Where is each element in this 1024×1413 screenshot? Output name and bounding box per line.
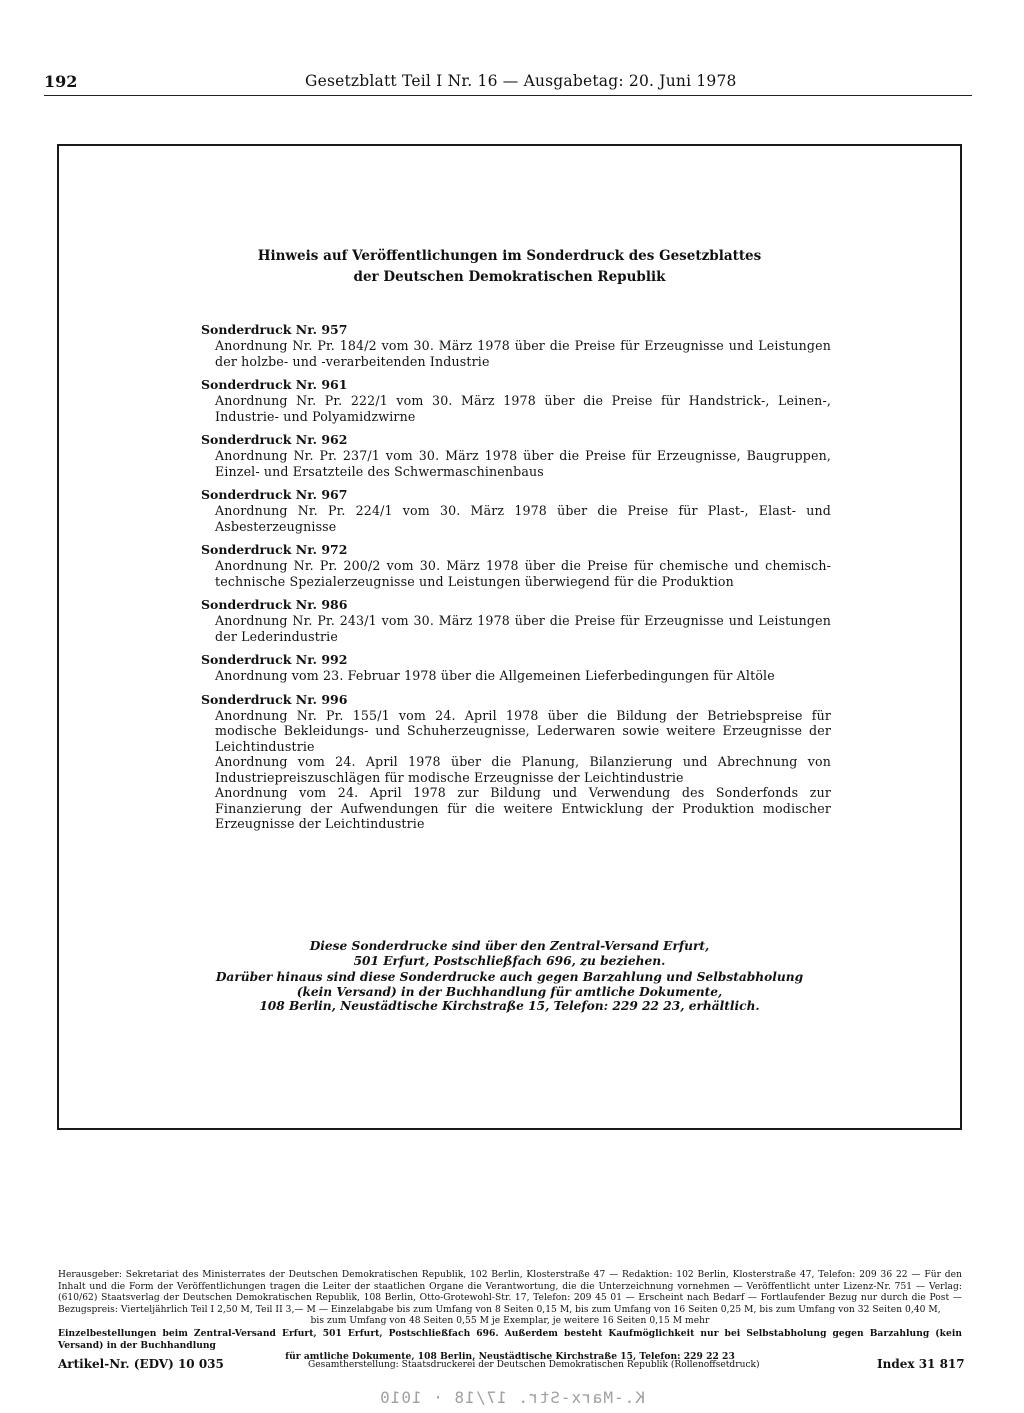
notice-line: Darüber hinaus sind diese Sonderdrucke auch gegen Barzahlung und Selbstabholung — [215, 970, 804, 984]
header-rule — [44, 95, 972, 96]
entry-number: Sonderdruck Nr. 957 — [201, 322, 348, 337]
entry-number: Sonderdruck Nr. 961 — [201, 377, 348, 392]
entry-list — [201, 321, 831, 839]
production-note: Gesamtherstellung: Staatsdruckerei der Deutschen Demokratischen Republik (Rollenoffsetdruck) — [308, 1360, 760, 1370]
notice-line: 108 Berlin, Neustädtische Kirchstraße 15, Telefon: 229 22 23, erhältlich. — [259, 999, 760, 1013]
list-item — [201, 376, 831, 424]
entry-text: Anordnung Nr. Pr. 237/1 vom 30. März 1978 über die Preise für Erzeugnisse, Baugruppen, Einzel- und Ersatzteile des Schwermaschinenbaus — [215, 448, 831, 479]
notice-box — [57, 144, 962, 1130]
list-item — [201, 691, 831, 832]
list-item — [201, 651, 831, 684]
notice-line: (kein Versand) in der Buchhandlung für amtliche Dokumente, — [296, 984, 723, 999]
entry-text: Anordnung Nr. Pr. 155/1 vom 24. April 1978 über die Bildung der Betriebspreise für modische Bekleidungs- und Schuherzeugnisse, Lederwaren sowie weitere Erzeugnisse der Leichtindustrie — [215, 707, 831, 754]
box-title-line: der Deutschen Demokratischen Republik — [353, 269, 666, 285]
library-stamp: K.-Marx-Str. 17/18 · 1010 — [379, 1388, 645, 1407]
list-item — [201, 321, 831, 369]
entry-number: Sonderdruck Nr. 986 — [201, 597, 348, 612]
entry-text: Anordnung Nr. Pr. 222/1 vom 30. März 1978 über die Preise für Handstrick-, Leinen-, Industrie- und Polyamidzwirne — [215, 393, 831, 424]
entry-text: Anordnung Nr. Pr. 243/1 vom 30. März 1978 über die Preise für Erzeugnisse und Leistungen der Lederindustrie — [215, 613, 831, 644]
ordering-notice — [59, 939, 960, 1014]
page-header — [44, 72, 972, 94]
article-number: Artikel-Nr. (EDV) 10 035 — [58, 1357, 224, 1371]
entry-number: Sonderdruck Nr. 996 — [201, 691, 348, 707]
entry-number: Sonderdruck Nr. 972 — [201, 542, 348, 557]
entry-number: Sonderdruck Nr. 967 — [201, 487, 348, 502]
entry-text: Anordnung Nr. Pr. 184/2 vom 30. März 1978 über die Preise für Erzeugnisse und Leistungen der holzbe- und -verarbeitenden Industrie — [215, 338, 831, 369]
entry-number: Sonderdruck Nr. 992 — [201, 652, 348, 667]
entry-text: Anordnung vom 24. April 1978 zur Bildung und Verwendung des Sonderfonds zur Finanzierung der Aufwendungen für die weitere Entwicklung der Produktion modischer Erzeugnisse der Leichtindustrie — [215, 785, 831, 831]
list-item — [201, 541, 831, 589]
box-title-line: Hinweis auf Veröffentlichungen im Sonderdruck des Gesetzblattes — [257, 248, 762, 264]
imprint-text: Herausgeber: Sekretariat des Ministerrates der Deutschen Demokratischen Republik, 102 Berlin, Klosterstraße 47 — Redaktion: 102 Berlin, Klosterstraße 47, Telefon: 209 36 22 — Für den Inhalt und die Form der Veröffentlichungen tragen die Leiter der staatlichen Organe die Verantwortung, die die Unterzeichnung vornehmen — Veröffentlicht unter Lizenz-Nr. 751 — Verlag: (610/62) Staatsverlag der Deutschen Demokratischen Republik, 108 Berlin, Otto-Grotewohl-Str. 17, Telefon: 209 45 01 — Erscheint nach Bedarf — Fortlaufender Bezug nur durch die Post — Bezugspreis: Vierteljährlich Teil I 2,50 M, Teil II 3,— M — Einzelabgabe bis zum Umfang von 8 Seiten 0,15 M, bis zum Umfang von 16 Seiten 0,25 M, bis zum Umfang von 32 Seiten 0,40 M, — [58, 1270, 962, 1315]
page-number: 192 — [44, 72, 78, 91]
list-item — [201, 431, 831, 479]
entry-text: Anordnung vom 23. Februar 1978 über die Allgemeinen Lieferbedingungen für Altöle — [215, 668, 775, 683]
list-item — [201, 486, 831, 534]
entry-number: Sonderdruck Nr. 962 — [201, 432, 348, 447]
entry-text: Anordnung Nr. Pr. 200/2 vom 30. März 1978 über die Preise für chemische und chemisch-technische Spezialerzeugnisse und Leistungen überwiegend für die Produktion — [215, 558, 831, 589]
box-title — [59, 246, 960, 288]
entry-text: Anordnung vom 24. April 1978 über die Planung, Bilanzierung und Abrechnung von Industriepreiszuschlägen für modische Erzeugnisse der Leichtindustrie — [215, 754, 831, 785]
notice-line: 501 Erfurt, Postschließfach 696, zu beziehen. — [353, 953, 666, 968]
list-item — [201, 596, 831, 644]
imprint-price-line: bis zum Umfang von 48 Seiten 0,55 M je Exemplar, je weitere 16 Seiten 0,15 M mehr — [310, 1316, 710, 1327]
running-title: Gesetzblatt Teil I Nr. 16 — Ausgabetag: 20. Juni 1978 — [305, 72, 737, 90]
notice-line: Diese Sonderdrucke sind über den Zentral-Versand Erfurt, — [309, 939, 710, 953]
index-number: Index 31 817 — [877, 1357, 965, 1371]
imprint-bookshop: für amtliche Dokumente, 108 Berlin, Neustädtische Kirchstraße 15, Telefon: 229 22 23 — [285, 1351, 735, 1363]
imprint — [58, 1270, 962, 1363]
entry-text: Anordnung Nr. Pr. 224/1 vom 30. März 1978 über die Preise für Plast-, Elast- und Asbesterzeugnisse — [215, 503, 831, 534]
imprint-orders: Einzelbestellungen beim Zentral-Versand Erfurt, 501 Erfurt, Postschließfach 696. Außerdem besteht Kaufmöglichkeit nur bei Selbstabholung gegen Barzahlung (kein Versand) in der Buchhandlung — [58, 1327, 962, 1351]
